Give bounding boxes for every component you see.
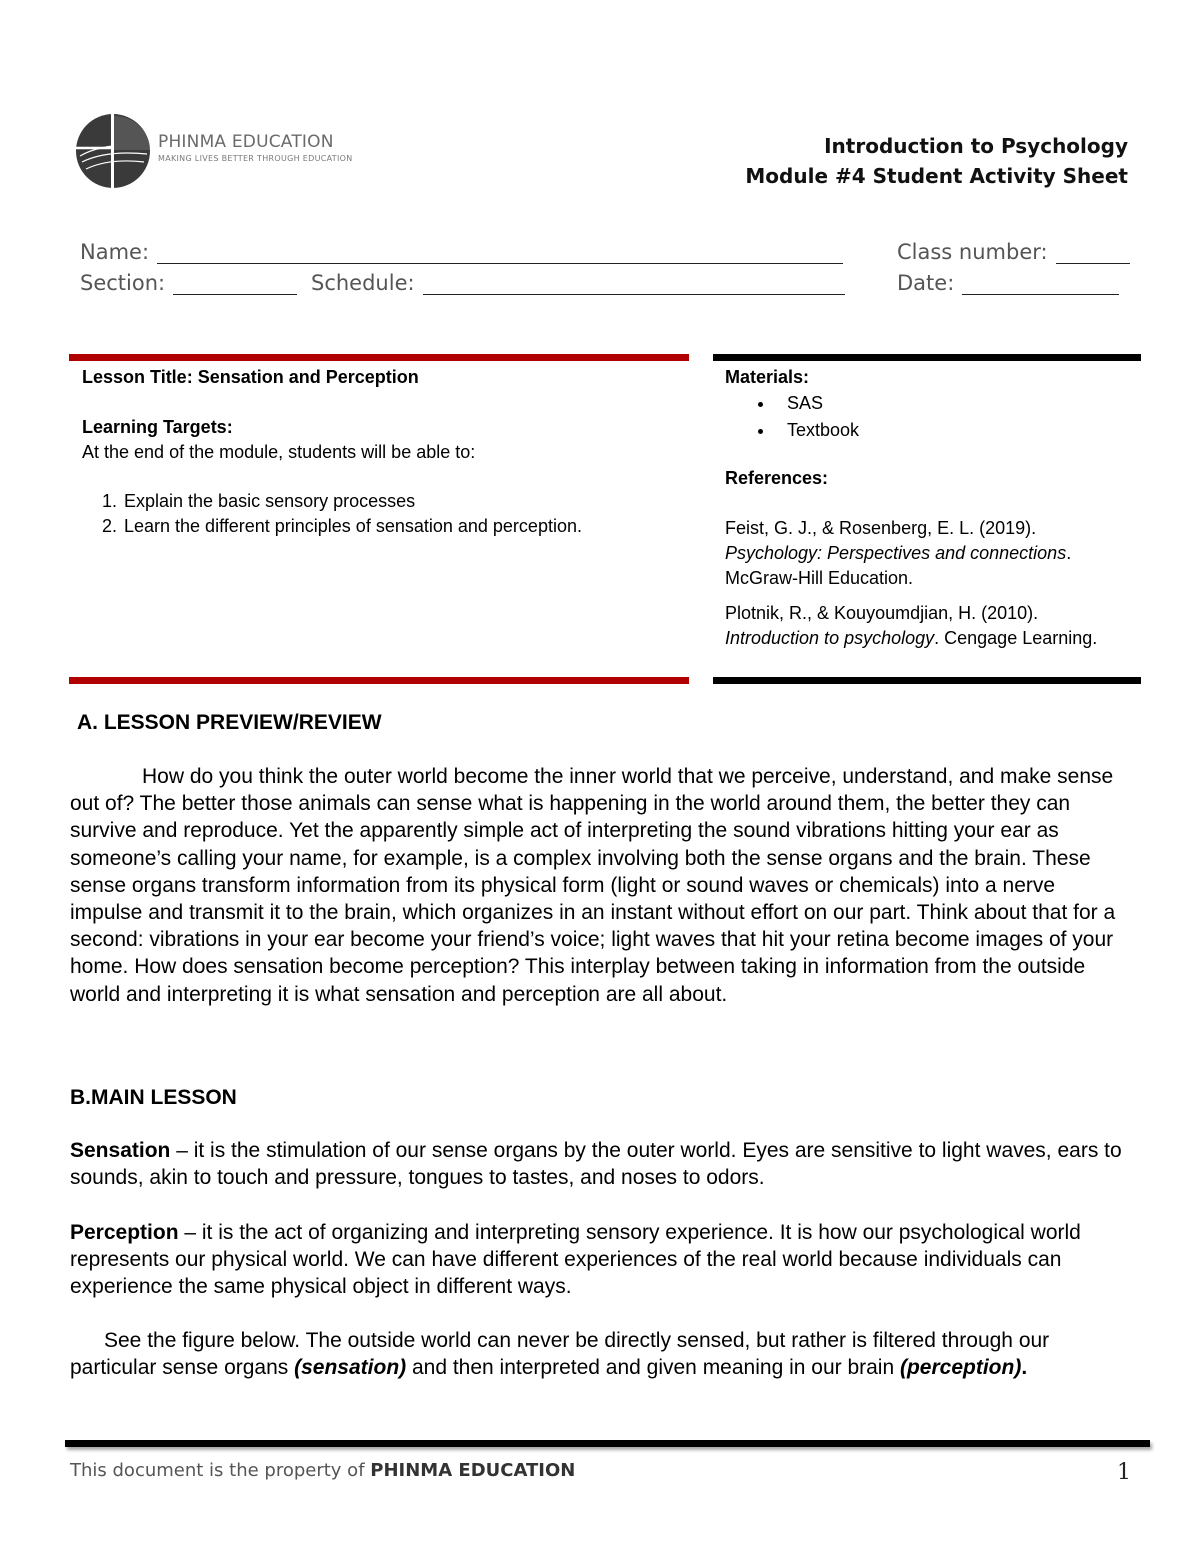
date-field[interactable] [897, 271, 1119, 295]
section-b-heading: B.MAIN LESSON [70, 1086, 237, 1109]
logo-name: PHINMA EDUCATION [158, 132, 334, 152]
perception-term: Perception [70, 1221, 179, 1244]
class-number-line[interactable] [1056, 243, 1130, 264]
reference-title: Introduction to psychology [725, 628, 935, 648]
figure-emphasis-sensation: (sensation) [294, 1356, 407, 1380]
section-line[interactable] [173, 274, 297, 295]
learning-target-item: 2. Learn the different principles of sensation and perception. [122, 514, 662, 539]
sensation-definition [70, 1137, 1132, 1191]
module-title: Module #4 Student Activity Sheet [745, 164, 1128, 188]
page-number: 1 [1117, 1460, 1131, 1485]
schedule-label: Schedule: [311, 271, 415, 295]
class-number-label: Class number: [897, 240, 1048, 264]
date-line[interactable] [962, 274, 1119, 295]
lesson-title-text: Sensation and Perception [197, 367, 419, 387]
reference-title: Psychology: Perspectives and connections [725, 543, 1067, 563]
name-field[interactable] [80, 240, 843, 264]
logo-tagline: MAKING LIVES BETTER THROUGH EDUCATION [158, 154, 353, 163]
materials-top-bar [713, 354, 1141, 361]
learning-targets-list [52, 489, 662, 539]
name-label: Name: [80, 240, 150, 264]
references-label: References: [725, 468, 829, 488]
materials-label: Materials: [725, 367, 810, 387]
materials-bottom-bar [713, 677, 1141, 684]
schedule-line[interactable] [423, 274, 845, 295]
name-line[interactable] [157, 243, 843, 264]
section-field[interactable] [80, 271, 297, 295]
course-header [745, 131, 1128, 191]
reference-authors: Feist, G. J., & Rosenberg, E. L. (2019). [725, 518, 1037, 538]
materials-list [705, 390, 1125, 444]
course-title: Introduction to Psychology [824, 134, 1128, 158]
figure-intro-paragraph [70, 1327, 1132, 1381]
date-label: Date: [897, 271, 955, 295]
class-number-field[interactable] [897, 240, 1130, 264]
sensation-term: Sensation [70, 1139, 171, 1162]
logo-emblem-icon [74, 112, 154, 190]
perception-text: – it is the act of organizing and interpreting sensory experience. It is how our psychological world represents our physical world. We can have different experiences of the real world because individuals can experience the same physical object in different ways. [70, 1221, 1081, 1299]
material-item: • Textbook [775, 417, 1125, 444]
reference-item [725, 516, 1125, 591]
footer-brand: PHINMA EDUCATION [370, 1460, 576, 1481]
section-label: Section: [80, 271, 166, 295]
lesson-top-bar [69, 354, 689, 361]
lesson-title-label: Lesson Title: [82, 367, 193, 387]
lesson-info [82, 365, 662, 539]
footer-bar [65, 1440, 1150, 1447]
reference-publisher: . Cengage Learning. [934, 628, 1098, 648]
figure-text-3: . [1021, 1356, 1028, 1380]
perception-definition [70, 1219, 1132, 1301]
section-a-paragraph: How do you think the outer world become the inner world that we perceive, understand, and make sense out of? The better those animals can sense what is happening in the world around them, the better they can survive and reproduce. Yet the apparently simple act of interpreting the sound vibrations hitting your ear as someone’s calling your name, for example, is a complex involving both the sense organs and the brain. These sense organs transform information from its physical form (light or sound waves or chemicals) into a nerve impulse and transmit it to the brain, which organizes in an instant without effort on our part. Think about that for a second: vibrations in your ear become your friend’s voice; light waves that hit your retina become images of your home. How does sensation become perception? This interplay between taking in information from the outside world and interpreting it is what sensation and perception are all about. [70, 765, 1116, 1006]
reference-publisher: . McGraw-Hill Education. [725, 543, 1072, 588]
learning-targets-label: Learning Targets: [82, 417, 233, 437]
material-item: • SAS [775, 390, 1125, 417]
learning-target-item: 1. Explain the basic sensory processes [122, 489, 662, 514]
figure-emphasis-perception: (perception) [899, 1356, 1022, 1380]
lesson-title [82, 365, 662, 390]
footer-property-text: This document is the property of [70, 1460, 371, 1481]
reference-authors: Plotnik, R., & Kouyoumdjian, H. (2010). [725, 603, 1039, 623]
figure-text-2: and then interpreted and given meaning in our brain [406, 1356, 900, 1380]
lesson-bottom-bar [69, 677, 689, 684]
reference-item [725, 601, 1125, 651]
figure-text-1: See the figure below. The outside world can never be directly sensed, but rather is filtered through our particular sense organs [70, 1329, 1050, 1380]
sensation-text: – it is the stimulation of our sense organs by the outer world. Eyes are sensitive to light waves, ears to sounds, akin to touch and pressure, tongues to tastes, and noses to odors. [70, 1139, 1122, 1190]
schedule-field[interactable] [311, 271, 845, 295]
materials-info [725, 365, 1125, 651]
section-a-heading: A. LESSON PREVIEW/REVIEW [77, 711, 382, 734]
learning-targets-intro: At the end of the module, students will be able to: [82, 442, 476, 462]
footer-text [70, 1460, 575, 1481]
